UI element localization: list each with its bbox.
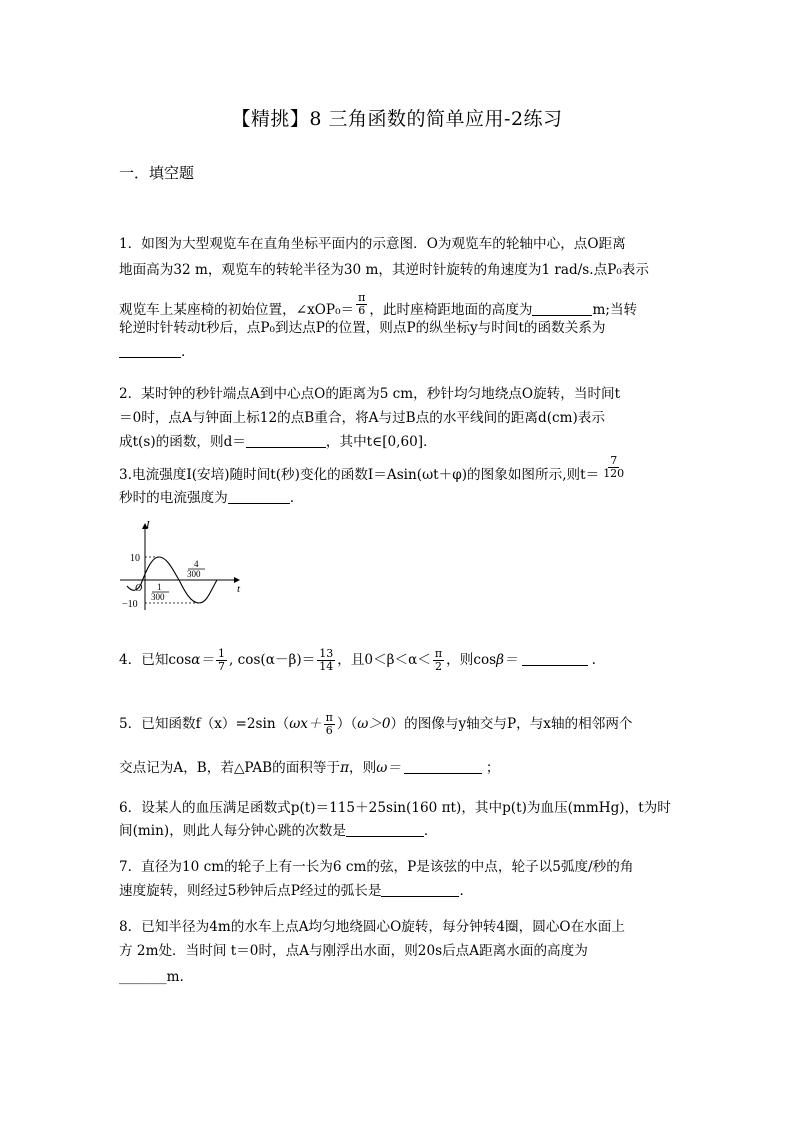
x2-numerator: 4 bbox=[194, 559, 199, 569]
q3-time-fraction bbox=[601, 455, 626, 480]
q4-line bbox=[119, 648, 596, 673]
q3-line2-text: 秒时的电流强度为 bbox=[119, 490, 228, 506]
i-axis-label: I bbox=[146, 520, 150, 531]
t-axis-label: t bbox=[237, 583, 241, 595]
q4-blank-cosbeta[interactable] bbox=[522, 651, 588, 666]
q3-fraction-numerator: 7 bbox=[610, 454, 618, 467]
q1-fraction-numerator: π bbox=[358, 291, 366, 304]
q7-blank-arc[interactable] bbox=[381, 882, 459, 897]
q3-line1 bbox=[119, 454, 628, 488]
x1-denominator: 300 bbox=[151, 592, 165, 602]
q1-line3-text-a: 观览车上某座椅的初始位置，∠xOP₀＝ bbox=[119, 302, 355, 318]
q1-fraction-denominator: 6 bbox=[358, 304, 366, 317]
q1-line3-text-c: m;当转 bbox=[592, 302, 638, 318]
q4-end: . bbox=[591, 652, 596, 668]
sine-graph bbox=[117, 520, 247, 612]
q7-text-a: 速度旋转，则经过5秒钟后点P经过的弧长是 bbox=[119, 883, 382, 899]
q7-end: ． bbox=[459, 883, 474, 899]
q5-blank-omega[interactable] bbox=[404, 759, 482, 774]
q7-line1: 7．直径为10 cm的轮子上有一长为6 cm的弦，P是该弦的中点，轮子以5弧度/秒的角 bbox=[119, 859, 634, 875]
q5-end: ； bbox=[485, 760, 500, 776]
q2-line2: ＝0时，点A与钟面上标12的点B重合，将A与过B点的水平线间的距离d(cm)表示 bbox=[119, 410, 605, 426]
q6-blank-heartbeat[interactable] bbox=[346, 822, 424, 837]
q2-line3 bbox=[119, 432, 437, 452]
q4-text-then: ，则cos bbox=[446, 652, 497, 668]
x2-denominator: 300 bbox=[187, 569, 201, 579]
q2-line3-text-a: 成t(s)的函数，则d＝ bbox=[119, 434, 246, 450]
q8-line1: 8．已知半径为4m的水车上点A均匀地绕圆心O旋转，每分钟转4圈，圆心O在水面上 bbox=[119, 919, 625, 935]
q5-pi-numerator: π bbox=[325, 711, 333, 724]
q1-blank-height[interactable] bbox=[532, 301, 592, 316]
q5-line2 bbox=[119, 758, 500, 778]
q4-f2-numerator: 13 bbox=[319, 647, 334, 660]
q5-text-e: ，则 bbox=[349, 760, 377, 776]
q4-pi-denominator: 2 bbox=[435, 660, 443, 673]
q5-omega-positive: ω＞0 bbox=[357, 716, 391, 732]
q1-line5-end: . bbox=[181, 344, 186, 360]
q4-f1-numerator: 1 bbox=[218, 647, 225, 660]
q1-line5 bbox=[119, 342, 185, 362]
q5-text-c: ）的图像与y轴交与P，与x轴的相邻两个 bbox=[390, 716, 633, 732]
q3-fraction-denominator: 120 bbox=[603, 467, 625, 480]
origin-label: O bbox=[135, 583, 143, 594]
q6-line2 bbox=[119, 821, 438, 841]
q5-omega-x: ωx＋ bbox=[289, 716, 322, 732]
y-min-label: −10 bbox=[122, 599, 138, 610]
q3-blank-current[interactable] bbox=[228, 489, 290, 504]
q1-blank-function[interactable] bbox=[119, 343, 181, 358]
q2-line3-text-b: ，其中t∈[0,60]． bbox=[325, 434, 437, 450]
q6-line1: 6．设某人的血压满足函数式p(t)＝115＋25sin(160 πt)，其中p(t)为血压(mmHg)，t为时 bbox=[119, 800, 671, 816]
q5-pi: π bbox=[340, 760, 350, 776]
q4-pi-numerator: π bbox=[434, 647, 443, 660]
q5-omega-eq: ω＝ bbox=[376, 760, 401, 776]
q4-alpha-eq: α＝ bbox=[191, 652, 214, 668]
q1-line3-text-b: ，此时座椅距地面的高度为 bbox=[369, 302, 533, 318]
q6-end: ． bbox=[423, 823, 438, 839]
q8-line3: _______m. bbox=[119, 969, 184, 985]
q4-fraction-1 bbox=[216, 648, 227, 673]
q4-fraction-2 bbox=[317, 648, 335, 673]
q4-beta-eq: β＝ bbox=[496, 652, 518, 668]
q5-text-d: 交点记为A，B，若△PAB的面积等于 bbox=[119, 760, 341, 776]
q1-line1: 1．如图为大型观览车在直角坐标平面内的示意图．O为观览车的轮轴中心，点O距离 bbox=[119, 236, 626, 252]
q1-line4: 轮逆时针转动t秒后，点P₀到达点P的位置，则点P的纵坐标y与时间t的函数关系为 bbox=[119, 320, 606, 336]
q1-angle-fraction bbox=[356, 292, 367, 317]
q2-line1: 2．某时钟的秒针端点A到中心点O的距离为5 cm，秒针均匀地绕点O旋转，当时间t bbox=[119, 386, 621, 402]
section-heading: 一．填空题 bbox=[119, 164, 195, 182]
q3-line1-text: 3.电流强度I(安培)随时间t(秒)变化的函数I＝Asin(ωt＋φ)的图象如图所示,则t＝ bbox=[119, 467, 600, 483]
page-title: 【精挑】8 三角函数的简单应用-2练习 bbox=[231, 108, 563, 130]
y-max-label: 10 bbox=[130, 553, 140, 564]
q4-f2-denominator: 14 bbox=[319, 660, 334, 673]
q4-text-mid: , cos(α－β)＝ bbox=[229, 652, 316, 668]
q6-text-a: 间(min)，则此人每分钟心跳的次数是 bbox=[119, 823, 346, 839]
q5-text-b: ）（ bbox=[336, 716, 358, 732]
q4-f1-denominator: 7 bbox=[218, 660, 225, 673]
q2-blank-d[interactable] bbox=[246, 433, 326, 448]
q1-line2: 地面高为32 m，观览车的转轮半径为30 m，其逆时针旋转的角速度为1 rad/s.点P₀表示 bbox=[119, 262, 649, 278]
q4-fraction-pi bbox=[433, 648, 444, 673]
q5-line1 bbox=[119, 712, 633, 737]
q4-text-pre: 4．已知cos bbox=[119, 652, 192, 668]
q5-pi-denominator: 6 bbox=[325, 724, 333, 737]
q4-text-cond: ，且0＜β＜α＜ bbox=[337, 652, 431, 668]
q7-line2 bbox=[119, 881, 473, 901]
x1-numerator: 1 bbox=[157, 582, 162, 592]
q8-line2: 方 2m处．当时间 t＝0时，点A与刚浮出水面，则20s后点A距离水面的高度为 bbox=[119, 943, 588, 959]
q5-fraction-pi bbox=[324, 712, 335, 737]
q5-text-a: 5．已知函数f（x）=2sin（ bbox=[119, 716, 290, 732]
q3-line2 bbox=[119, 488, 294, 508]
q3-line2-end: . bbox=[289, 490, 295, 506]
